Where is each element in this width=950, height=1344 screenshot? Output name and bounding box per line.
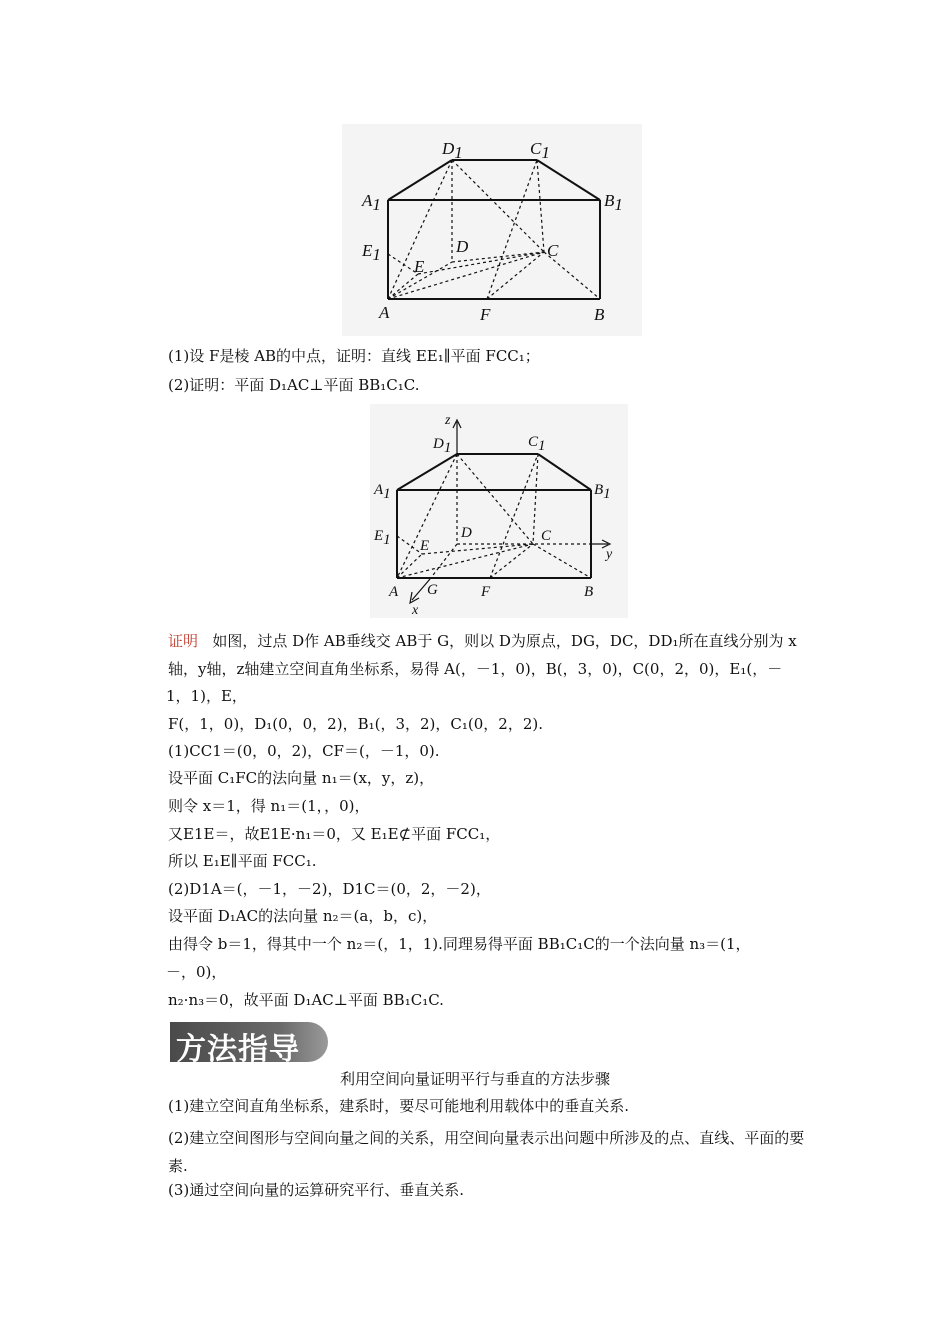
proof-line-11: 设平面 D₁AC的法向量 n₂＝(a，b，c)， bbox=[168, 907, 438, 925]
axis-y-label: y bbox=[606, 547, 613, 562]
figure-prism-1 bbox=[342, 124, 642, 336]
proof-line-14: n₂·n₃＝0，故平面 D₁AC⊥平面 BB₁C₁C. bbox=[168, 991, 444, 1009]
label-d1: D1 bbox=[433, 436, 452, 456]
proof-line-12: 由得令 b＝1，得其中一个 n₂＝(，1，1).同理易得平面 BB₁C₁C的一个法向量 n₃＝(1， bbox=[168, 935, 751, 953]
proof-line-13: －，0)， bbox=[166, 963, 227, 981]
label-f: F bbox=[480, 305, 491, 324]
label-c1: C1 bbox=[530, 139, 550, 162]
label-a1: A1 bbox=[374, 482, 391, 502]
label-a: A bbox=[379, 303, 390, 322]
label-b1: B1 bbox=[594, 482, 611, 502]
proof-line-8: 又E1E＝，故E1E·n₁＝0，又 E₁E⊄平面 FCC₁， bbox=[168, 825, 501, 843]
label-a: A bbox=[389, 584, 399, 600]
proof-label: 证明 bbox=[168, 632, 199, 650]
label-d: D bbox=[456, 237, 469, 256]
figure-prism-2 bbox=[370, 404, 628, 618]
label-a1: A1 bbox=[362, 191, 381, 214]
label-e1: E1 bbox=[362, 241, 381, 264]
label-e1: E1 bbox=[374, 528, 391, 548]
axis-x-label: x bbox=[412, 603, 419, 618]
problem-part1: (1)设 F是棱 AB的中点，证明：直线 EE₁∥平面 FCC₁； bbox=[168, 347, 540, 365]
label-e: E bbox=[420, 538, 430, 554]
label-c: C bbox=[541, 528, 552, 544]
method-title: 利用空间向量证明平行与垂直的方法步骤 bbox=[339, 1070, 610, 1088]
label-c1: C1 bbox=[528, 434, 546, 454]
proof-line-2: 轴，y轴，z轴建立空间直角坐标系，易得 A(，－1，0)，B(，3，0)，C(0，2，0)，E₁(，－ bbox=[168, 660, 783, 678]
proof-line-10: (2)D1A＝(，－1，－2)，D1C＝(0，2，－2)， bbox=[168, 880, 491, 898]
label-d1: D1 bbox=[442, 139, 463, 162]
figure-prism-2-svg bbox=[370, 404, 628, 618]
proof-line-1 bbox=[168, 631, 797, 651]
method-banner-text: 方法指导 bbox=[176, 1032, 300, 1067]
label-g: G bbox=[427, 582, 438, 598]
method-banner bbox=[170, 1022, 328, 1067]
proof-line-1-text: 如图，过点 D作 AB垂线交 AB于 G，则以 D为原点，DG，DC，DD₁所在直线分别为 x bbox=[212, 632, 797, 650]
proof-line-9: 所以 E₁E∥平面 FCC₁. bbox=[168, 852, 317, 870]
method-step-1: (1)建立空间直角坐标系，建系时，要尽可能地利用载体中的垂直关系. bbox=[168, 1097, 630, 1115]
proof-line-7: 则令 x＝1，得 n₁＝(1，，0)， bbox=[168, 797, 370, 815]
label-b: B bbox=[594, 305, 605, 324]
problem-part2: (2)证明：平面 D₁AC⊥平面 BB₁C₁C. bbox=[168, 376, 420, 394]
method-step-2: (2)建立空间图形与空间向量之间的关系，用空间向量表示出问题中所涉及的点、直线、平面的要素. bbox=[168, 1129, 805, 1175]
method-step-3: (3)通过空间向量的运算研究平行、垂直关系. bbox=[168, 1181, 465, 1199]
figure-prism-1-svg bbox=[342, 124, 642, 336]
label-e: E bbox=[414, 257, 425, 276]
proof-line-4: F(，1，0)，D₁(0，0，2)，B₁(，3，2)，C₁(0，2，2). bbox=[168, 715, 543, 733]
proof-line-6: 设平面 C₁FC的法向量 n₁＝(x，y，z)， bbox=[168, 769, 435, 787]
label-c: C bbox=[547, 241, 559, 260]
proof-line-3: 1，1)，E， bbox=[166, 687, 247, 705]
label-f: F bbox=[481, 584, 491, 600]
label-b1: B1 bbox=[604, 191, 623, 214]
label-b: B bbox=[584, 584, 594, 600]
label-d: D bbox=[461, 525, 472, 541]
proof-line-5: (1)CC1＝(0，0，2)，CF＝(，－1，0). bbox=[168, 742, 440, 760]
axis-z-label: z bbox=[445, 413, 451, 428]
